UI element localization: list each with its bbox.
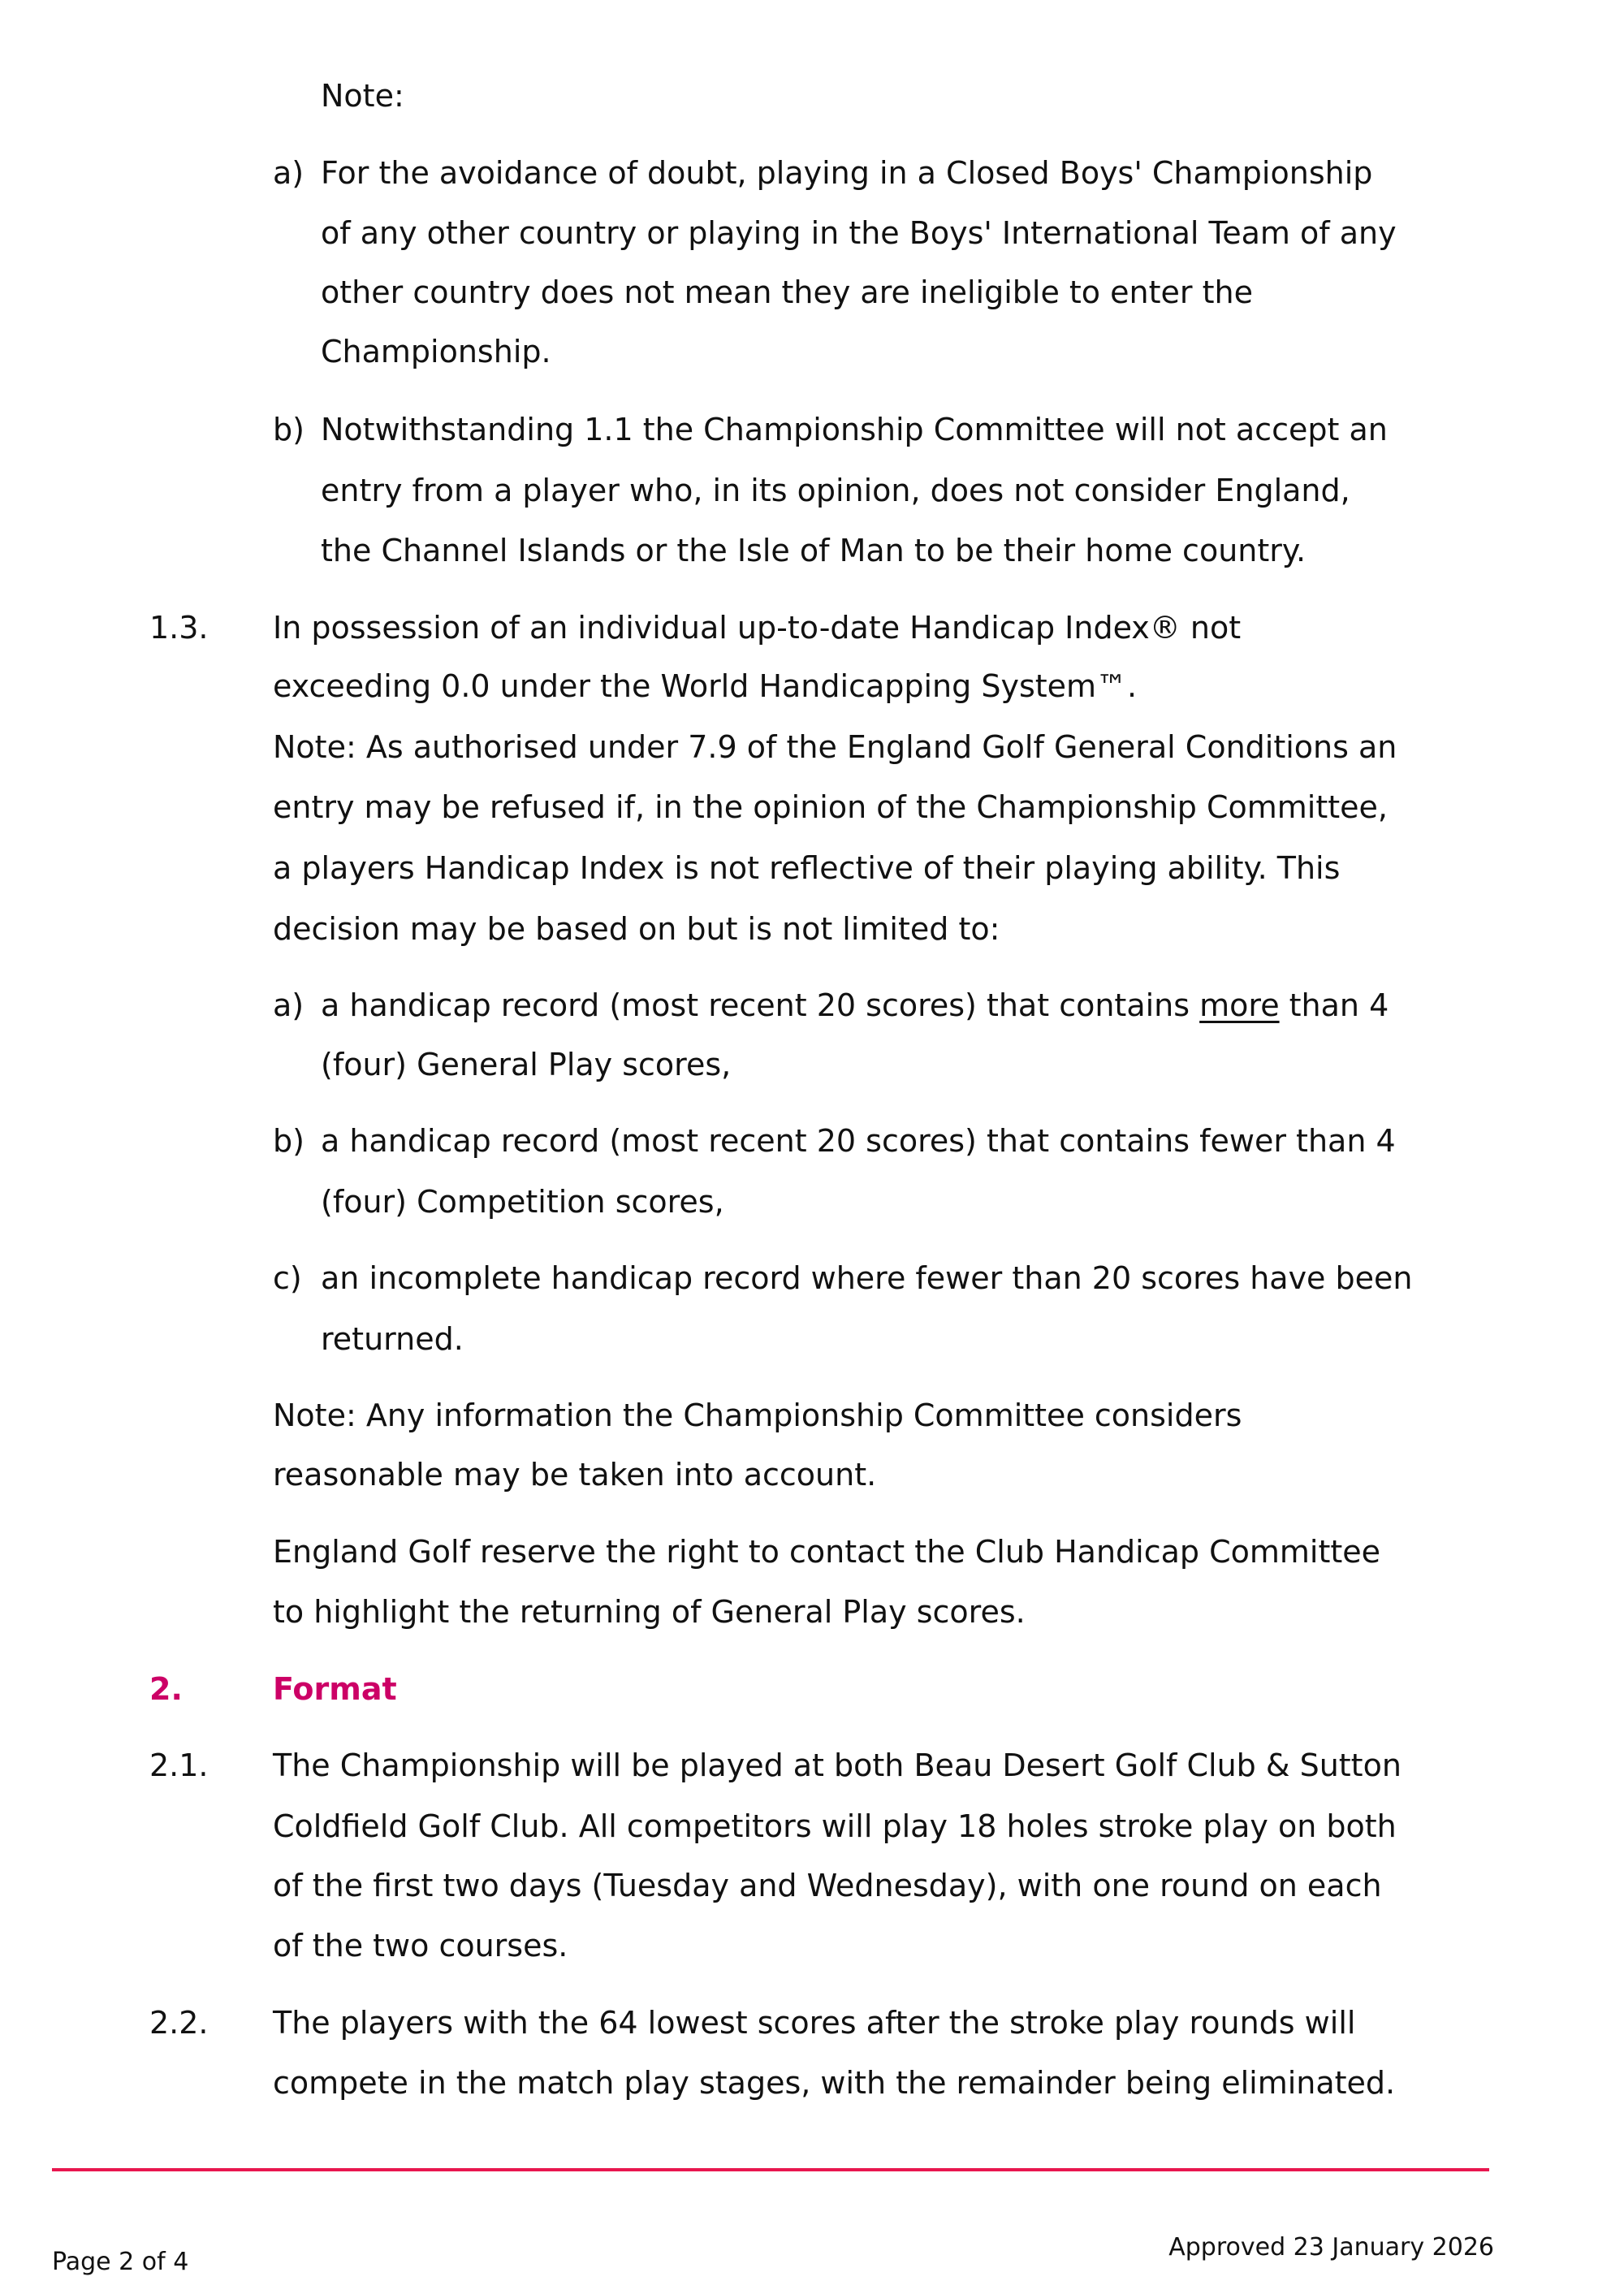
list-label: b) (273, 1123, 304, 1159)
text-line: Coldfield Golf Club. All competitors will play 18 holes stroke play on both (273, 1808, 1397, 1844)
section-number: 2. (149, 1671, 183, 1707)
text-line: (four) General Play scores, (321, 1047, 732, 1082)
text-line: Championship. (321, 334, 551, 369)
text-line: a handicap record (most recent 20 scores) that contains fewer than 4 (321, 1123, 1396, 1159)
list-label: b) (273, 412, 304, 447)
text-line: of the two courses. (273, 1928, 568, 1964)
text-line: The Championship will be played at both Beau Desert Golf Club & Sutton (273, 1748, 1402, 1783)
clause-number: 2.1. (149, 1748, 209, 1783)
text-segment: than 4 (1279, 987, 1389, 1023)
footer-divider (52, 2168, 1489, 2171)
text-line: In possession of an individual up-to-date Handicap Index® not (273, 610, 1242, 646)
text-line: reasonable may be taken into account. (273, 1457, 877, 1493)
text-line: a players Handicap Index is not reflective of their playing ability. This (273, 850, 1341, 886)
text-line: The players with the 64 lowest scores after the stroke play rounds will (273, 2005, 1356, 2041)
text-line: England Golf reserve the right to contact the Club Handicap Committee (273, 1534, 1381, 1570)
emphasis-more: more (1199, 987, 1280, 1023)
list-label: a) (273, 987, 304, 1023)
text-line: entry from a player who, in its opinion, does not consider England, (321, 473, 1350, 508)
text-line: For the avoidance of doubt, playing in a Closed Boys' Championship (321, 155, 1373, 191)
text-line: Notwithstanding 1.1 the Championship Committee will not accept an (321, 412, 1388, 447)
text-line: of any other country or playing in the Boys' International Team of any (321, 215, 1397, 251)
text-line: compete in the match play stages, with the remainder being eliminated. (273, 2065, 1396, 2101)
text-line: of the first two days (Tuesday and Wednesday), with one round on each (273, 1868, 1382, 1903)
text-line: to highlight the returning of General Play scores. (273, 1594, 1026, 1630)
text-line: returned. (321, 1321, 464, 1357)
clause-number: 2.2. (149, 2005, 209, 2041)
text-line: (four) Competition scores, (321, 1184, 724, 1220)
text-line: entry may be refused if, in the opinion of the Championship Committee, (273, 789, 1388, 825)
page-number: Page 2 of 4 (52, 2248, 189, 2276)
approval-date: Approved 23 January 2026 (1168, 2233, 1494, 2262)
text-line: an incomplete handicap record where fewer than 20 scores have been (321, 1260, 1413, 1296)
text-line: other country does not mean they are ineligible to enter the (321, 274, 1253, 310)
text-line: the Channel Islands or the Isle of Man to be their home country. (321, 533, 1307, 568)
text-line (321, 975, 1389, 1035)
text-line: decision may be based on but is not limited to: (273, 911, 1000, 947)
text-line: Note: As authorised under 7.9 of the England Golf General Conditions an (273, 729, 1397, 765)
text-line: exceeding 0.0 under the World Handicapping System™. (273, 668, 1138, 704)
section-title: Format (273, 1671, 397, 1707)
list-label: a) (273, 155, 304, 191)
clause-number: 1.3. (149, 610, 209, 646)
text-line: Note: Any information the Championship Committee considers (273, 1398, 1242, 1433)
list-label: c) (273, 1260, 302, 1296)
text-segment: a handicap record (most recent 20 scores) that contains (321, 987, 1200, 1023)
note-intro: Note: (321, 78, 404, 114)
